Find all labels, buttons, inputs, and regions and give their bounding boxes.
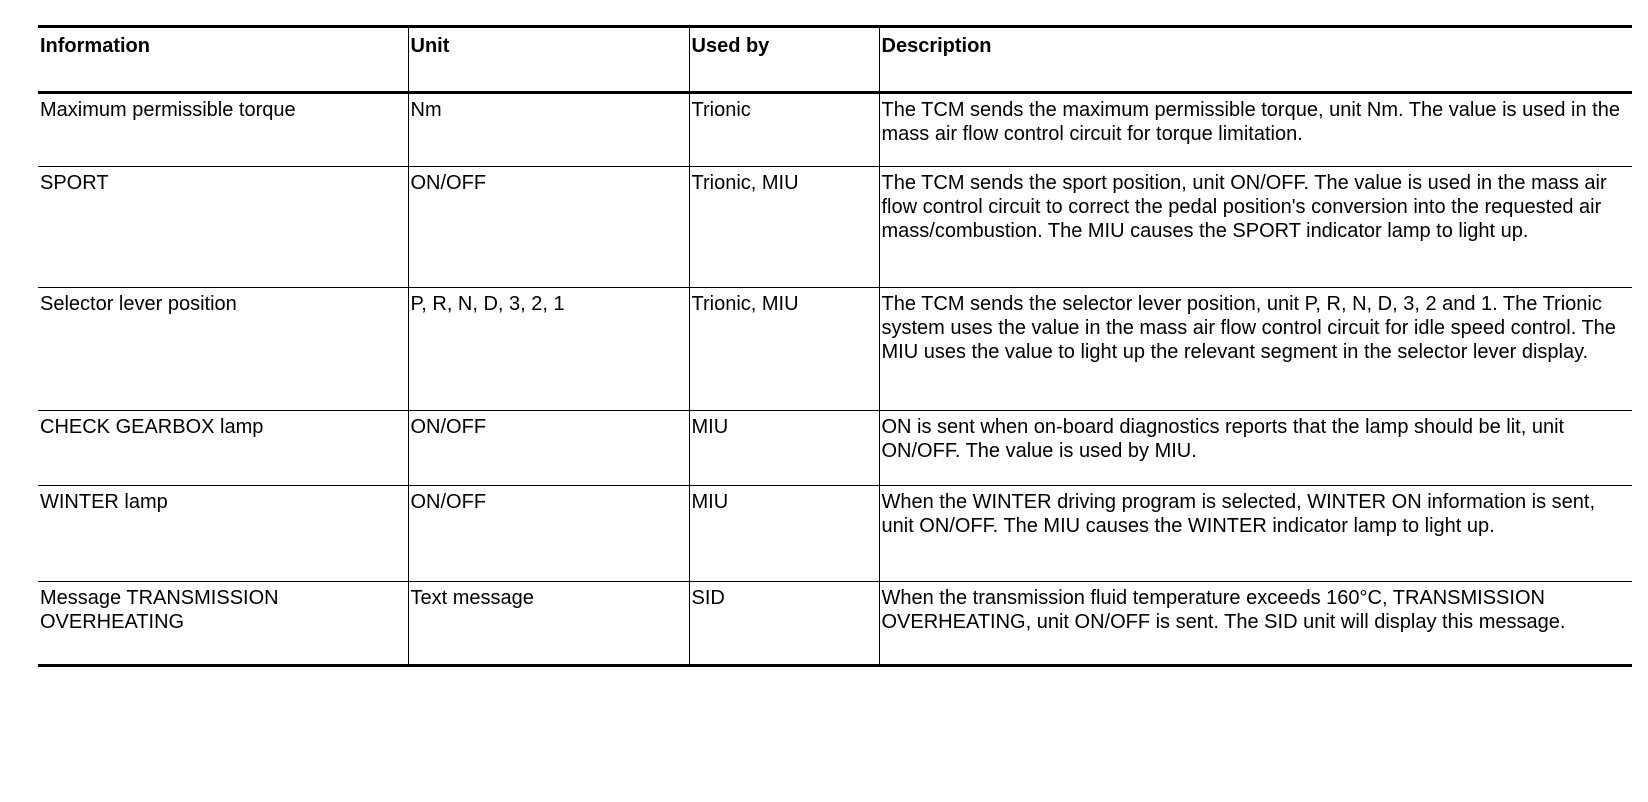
cell-unit: P, R, N, D, 3, 2, 1 [408, 288, 689, 411]
cell-unit: ON/OFF [408, 486, 689, 582]
cell-information: Maximum permissible torque [38, 93, 408, 167]
cell-information: CHECK GEARBOX lamp [38, 411, 408, 486]
cell-used-by: Trionic, MIU [689, 167, 879, 288]
header-description: Description [879, 27, 1632, 93]
table-row [38, 486, 1632, 582]
table-row [38, 582, 1632, 666]
header-used-by: Used by [689, 27, 879, 93]
cell-unit: ON/OFF [408, 411, 689, 486]
table-row [38, 411, 1632, 486]
cell-used-by: Trionic, MIU [689, 288, 879, 411]
cell-description: The TCM sends the sport position, unit ON/OFF. The value is used in the mass air flow control circuit to correct the pedal position's conversion into the requested air mass/combustion. The MIU causes the SPORT indicator lamp to light up. [879, 167, 1632, 288]
cell-used-by: MIU [689, 411, 879, 486]
table-body [38, 93, 1632, 666]
table-row [38, 288, 1632, 411]
table-header [38, 27, 1632, 93]
cell-information: WINTER lamp [38, 486, 408, 582]
cell-description: The TCM sends the selector lever position, unit P, R, N, D, 3, 2 and 1. The Trionic system uses the value in the mass air flow control circuit for idle speed control. The MIU uses the value to light up the relevant segment in the selector lever display. [879, 288, 1632, 411]
header-row [38, 27, 1632, 93]
header-information: Information [38, 27, 408, 93]
cell-used-by: Trionic [689, 93, 879, 167]
cell-description: The TCM sends the maximum permissible torque, unit Nm. The value is used in the mass air flow control circuit for torque limitation. [879, 93, 1632, 167]
cell-unit: ON/OFF [408, 167, 689, 288]
cell-unit: Nm [408, 93, 689, 167]
cell-used-by: SID [689, 582, 879, 666]
table-row [38, 167, 1632, 288]
cell-information: Message TRANSMISSION OVERHEATING [38, 582, 408, 666]
header-unit: Unit [408, 27, 689, 93]
cell-description: When the WINTER driving program is selected, WINTER ON information is sent, unit ON/OFF. The MIU causes the WINTER indicator lamp to light up. [879, 486, 1632, 582]
table-row [38, 93, 1632, 167]
cell-description: When the transmission fluid temperature exceeds 160°C, TRANSMISSION OVERHEATING, unit ON/OFF is sent. The SID unit will display this message. [879, 582, 1632, 666]
cell-information: Selector lever position [38, 288, 408, 411]
information-table [38, 25, 1632, 667]
cell-description: ON is sent when on-board diagnostics reports that the lamp should be lit, unit ON/OFF. The value is used by MIU. [879, 411, 1632, 486]
cell-used-by: MIU [689, 486, 879, 582]
cell-information: SPORT [38, 167, 408, 288]
cell-unit: Text message [408, 582, 689, 666]
